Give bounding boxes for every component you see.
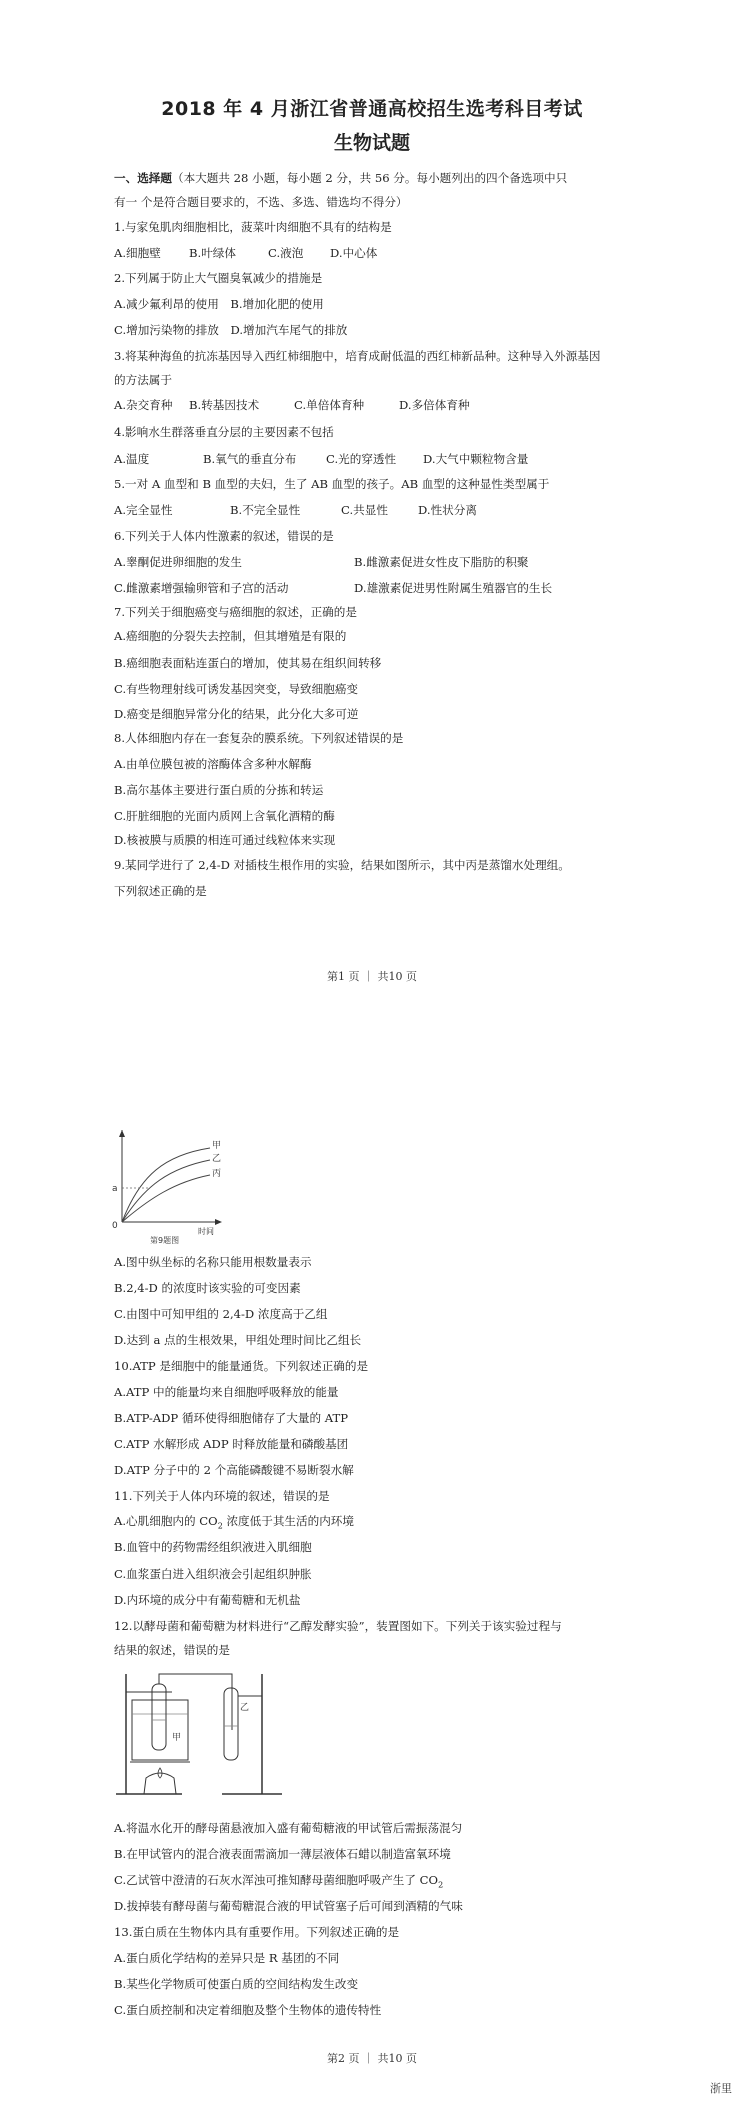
q13-option-c: C.蛋白质控制和决定着细胞及整个生物体的遗传特性 bbox=[114, 2003, 382, 2017]
y-tick-a: a bbox=[112, 1184, 118, 1194]
tube-yi bbox=[224, 1688, 238, 1760]
q10-stem: 10.ATP 是细胞中的能量通货。下列叙述正确的是 bbox=[114, 1359, 369, 1373]
tube-jia bbox=[152, 1684, 166, 1750]
q8-option-d: D.核被膜与质膜的相连可通过线粒体来实现 bbox=[114, 833, 336, 847]
q6-option-c: C.雌激素增强输卵管和子宫的活动 bbox=[114, 581, 289, 595]
q3-option-d: D.多倍体育种 bbox=[399, 398, 470, 412]
q3-option-a: A.杂交育种 bbox=[114, 398, 173, 412]
section-heading: 一、选择题 bbox=[114, 171, 172, 185]
curve-label-yi: 乙 bbox=[212, 1154, 222, 1164]
q6-option-a: A.睾酮促进卵细胞的发生 bbox=[114, 555, 242, 569]
figure-12-apparatus bbox=[112, 1670, 292, 1800]
q7-option-b: B.癌细胞表面粘连蛋白的增加，使其易在组织间转移 bbox=[114, 656, 382, 670]
connecting-tube bbox=[159, 1674, 232, 1730]
q4-option-d: D.大气中颗粒物含量 bbox=[423, 452, 529, 466]
figure-caption: 第9题图 bbox=[150, 1236, 180, 1245]
q11-option-c: C.血浆蛋白进入组织液会引起组织肿胀 bbox=[114, 1567, 312, 1581]
corner-mark: 浙里 bbox=[710, 2082, 732, 2095]
q5-option-c: C.共显性 bbox=[341, 503, 388, 517]
q9-option-c: C.由图中可知甲组的 2,4-D 浓度高于乙组 bbox=[114, 1307, 328, 1321]
q13-option-b: B.某些化学物质可使蛋白质的空间结构发生改变 bbox=[114, 1977, 359, 1991]
q11-option-a: A.心肌细胞内的 $CO_2$ 浓度低于其生活的内环境 bbox=[114, 1514, 354, 1531]
q5-option-b: B.不完全显性 bbox=[230, 503, 301, 517]
section-intro-line-1: 一、选择题（本大题共 28 小题，每小题 2 分，共 56 分。每小题列出的四个备选项中只 bbox=[114, 171, 568, 185]
y-axis-arrow-icon bbox=[119, 1130, 125, 1137]
q4-stem: 4.影响水生群落垂直分层的主要因素不包括 bbox=[114, 425, 334, 439]
q8-option-a: A.由单位膜包被的溶酶体含多种水解酶 bbox=[114, 757, 312, 771]
section-intro-line-2: 有一 个是符合题目要求的，不选、多选、错选均不得分） bbox=[114, 195, 408, 209]
q13-option-a: A.蛋白质化学结构的差异只是 R 基团的不同 bbox=[114, 1951, 340, 1965]
q11-stem: 11.下列关于人体内环境的叙述，错误的是 bbox=[114, 1489, 330, 1503]
q1-option-a: A.细胞壁 bbox=[114, 246, 161, 260]
q9-stem-line-2: 下列叙述正确的是 bbox=[114, 884, 207, 898]
q8-option-b: B.高尔基体主要进行蛋白质的分拣和转运 bbox=[114, 783, 324, 797]
q2-options-ab: A.减少氟利昂的使用 B.增加化肥的使用 bbox=[114, 297, 324, 311]
q1-option-b: B.叶绿体 bbox=[189, 246, 236, 260]
q12-option-d: D.拔掉装有酵母菌与葡萄糖混合液的甲试管塞子后可闻到酒精的气味 bbox=[114, 1899, 463, 1913]
q12-stem-line-1: 12.以酵母菌和葡萄糖为材料进行“乙醇发酵实验”，装置图如下。下列关于该实验过程与 bbox=[114, 1619, 562, 1633]
q7-stem: 7.下列关于细胞癌变与癌细胞的叙述，正确的是 bbox=[114, 605, 357, 619]
x-axis-arrow-icon bbox=[215, 1219, 222, 1225]
q8-stem: 8.人体细胞内存在一套复杂的膜系统。下列叙述错误的是 bbox=[114, 731, 404, 745]
q4-option-b: B.氧气的垂直分布 bbox=[203, 452, 297, 466]
q10-option-d: D.ATP 分子中的 2 个高能磷酸键不易断裂水解 bbox=[114, 1463, 354, 1477]
q9-option-a: A.图中纵坐标的名称只能用根数量表示 bbox=[114, 1255, 312, 1269]
q12-option-b: B.在甲试管内的混合液表面需滴加一薄层液体石蜡以制造富氧环境 bbox=[114, 1847, 451, 1861]
q6-stem: 6.下列关于人体内性激素的叙述，错误的是 bbox=[114, 529, 334, 543]
page-2 bbox=[0, 1010, 744, 2104]
q4-option-c: C.光的穿透性 bbox=[326, 452, 397, 466]
q12-option-a: A.将温水化开的酵母菌悬液加入盛有葡萄糖液的甲试管后需振荡混匀 bbox=[114, 1821, 463, 1835]
q2-stem: 2.下列属于防止大气圈臭氧减少的措施是 bbox=[114, 271, 323, 285]
q4-option-a: A.温度 bbox=[114, 452, 150, 466]
q3-stem-line-2: 的方法属于 bbox=[114, 373, 172, 387]
q1-option-d: D.中心体 bbox=[330, 246, 378, 260]
q3-option-c: C.单倍体育种 bbox=[294, 398, 365, 412]
q8-option-c: C.肝脏细胞的光面内质网上含氧化酒精的酶 bbox=[114, 809, 335, 823]
curve-label-bing: 丙 bbox=[212, 1169, 222, 1179]
page-1 bbox=[0, 0, 744, 1010]
page-footer-2: 第2 页 ｜ 共10 页 bbox=[327, 2052, 417, 2065]
q9-option-d: D.达到 a 点的生根效果，甲组处理时间比乙组长 bbox=[114, 1333, 362, 1347]
water-beaker bbox=[132, 1700, 188, 1760]
figure-9-graph bbox=[110, 1130, 230, 1245]
label-yi: 乙 bbox=[240, 1703, 250, 1713]
q1-option-c: C.液泡 bbox=[268, 246, 304, 260]
q7-option-a: A.癌细胞的分裂失去控制，但其增殖是有限的 bbox=[114, 629, 347, 643]
q5-option-a: A.完全显性 bbox=[114, 503, 173, 517]
q10-option-c: C.ATP 水解形成 ADP 时释放能量和磷酸基团 bbox=[114, 1437, 349, 1451]
q12-stem-line-2: 结果的叙述，错误的是 bbox=[114, 1643, 230, 1657]
q10-option-b: B.ATP-ADP 循环使得细胞储存了大量的 ATP bbox=[114, 1411, 348, 1425]
label-jia: 甲 bbox=[172, 1733, 182, 1743]
alcohol-lamp bbox=[144, 1773, 176, 1794]
q11-option-d: D.内环境的成分中有葡萄糖和无机盐 bbox=[114, 1593, 301, 1607]
q6-option-b: B.雌激素促进女性皮下脂肪的积聚 bbox=[354, 555, 529, 569]
exam-subtitle: 生物试题 bbox=[333, 132, 410, 154]
q5-option-d: D.性状分离 bbox=[418, 503, 477, 517]
page-footer-1: 第1 页 ｜ 共10 页 bbox=[327, 970, 417, 983]
q6-option-d: D.雄激素促进男性附属生殖器官的生长 bbox=[354, 581, 553, 595]
origin-label: 0 bbox=[112, 1221, 118, 1231]
q9-option-b: B.2,4-D 的浓度时该实验的可变因素 bbox=[114, 1281, 301, 1295]
q1-stem: 1.与家兔肌肉细胞相比，菠菜叶肉细胞不具有的结构是 bbox=[114, 220, 392, 234]
q13-stem: 13.蛋白质在生物体内具有重要作用。下列叙述正确的是 bbox=[114, 1925, 400, 1939]
curve-bing bbox=[122, 1175, 210, 1222]
q3-stem-line-1: 3.将某种海鱼的抗冻基因导入西红柿细胞中，培育成耐低温的西红柿新品种。这种导入外源基因 bbox=[114, 349, 601, 363]
q5-stem: 5.一对 A 血型和 B 血型的夫妇，生了 AB 血型的孩子。AB 血型的这种显性类型属于 bbox=[114, 477, 550, 491]
q7-option-d: D.癌变是细胞异常分化的结果，此分化大多可逆 bbox=[114, 707, 359, 721]
curve-label-jia: 甲 bbox=[212, 1141, 222, 1151]
q3-option-b: B.转基因技术 bbox=[189, 398, 260, 412]
q9-stem-line-1: 9.某同学进行了 2,4-D 对插枝生根作用的实验，结果如图所示，其中丙是蒸馏水处理组。 bbox=[114, 858, 570, 872]
q11-option-b: B.血管中的药物需经组织液进入肌细胞 bbox=[114, 1540, 312, 1554]
q10-option-a: A.ATP 中的能量均来自细胞呼吸释放的能量 bbox=[114, 1385, 339, 1399]
q2-options-cd: C.增加污染物的排放 D.增加汽车尾气的排放 bbox=[114, 323, 348, 337]
q12-option-c: C.乙试管中澄清的石灰水浑浊可推知酵母菌细胞呼吸产生了 $CO_2$ bbox=[114, 1873, 444, 1890]
x-axis-label: 时间 bbox=[198, 1227, 214, 1236]
exam-title: 2018 年 4 月浙江省普通高校招生选考科目考试 bbox=[161, 98, 583, 120]
q7-option-c: C.有些物理射线可诱发基因突变，导致细胞癌变 bbox=[114, 682, 359, 696]
